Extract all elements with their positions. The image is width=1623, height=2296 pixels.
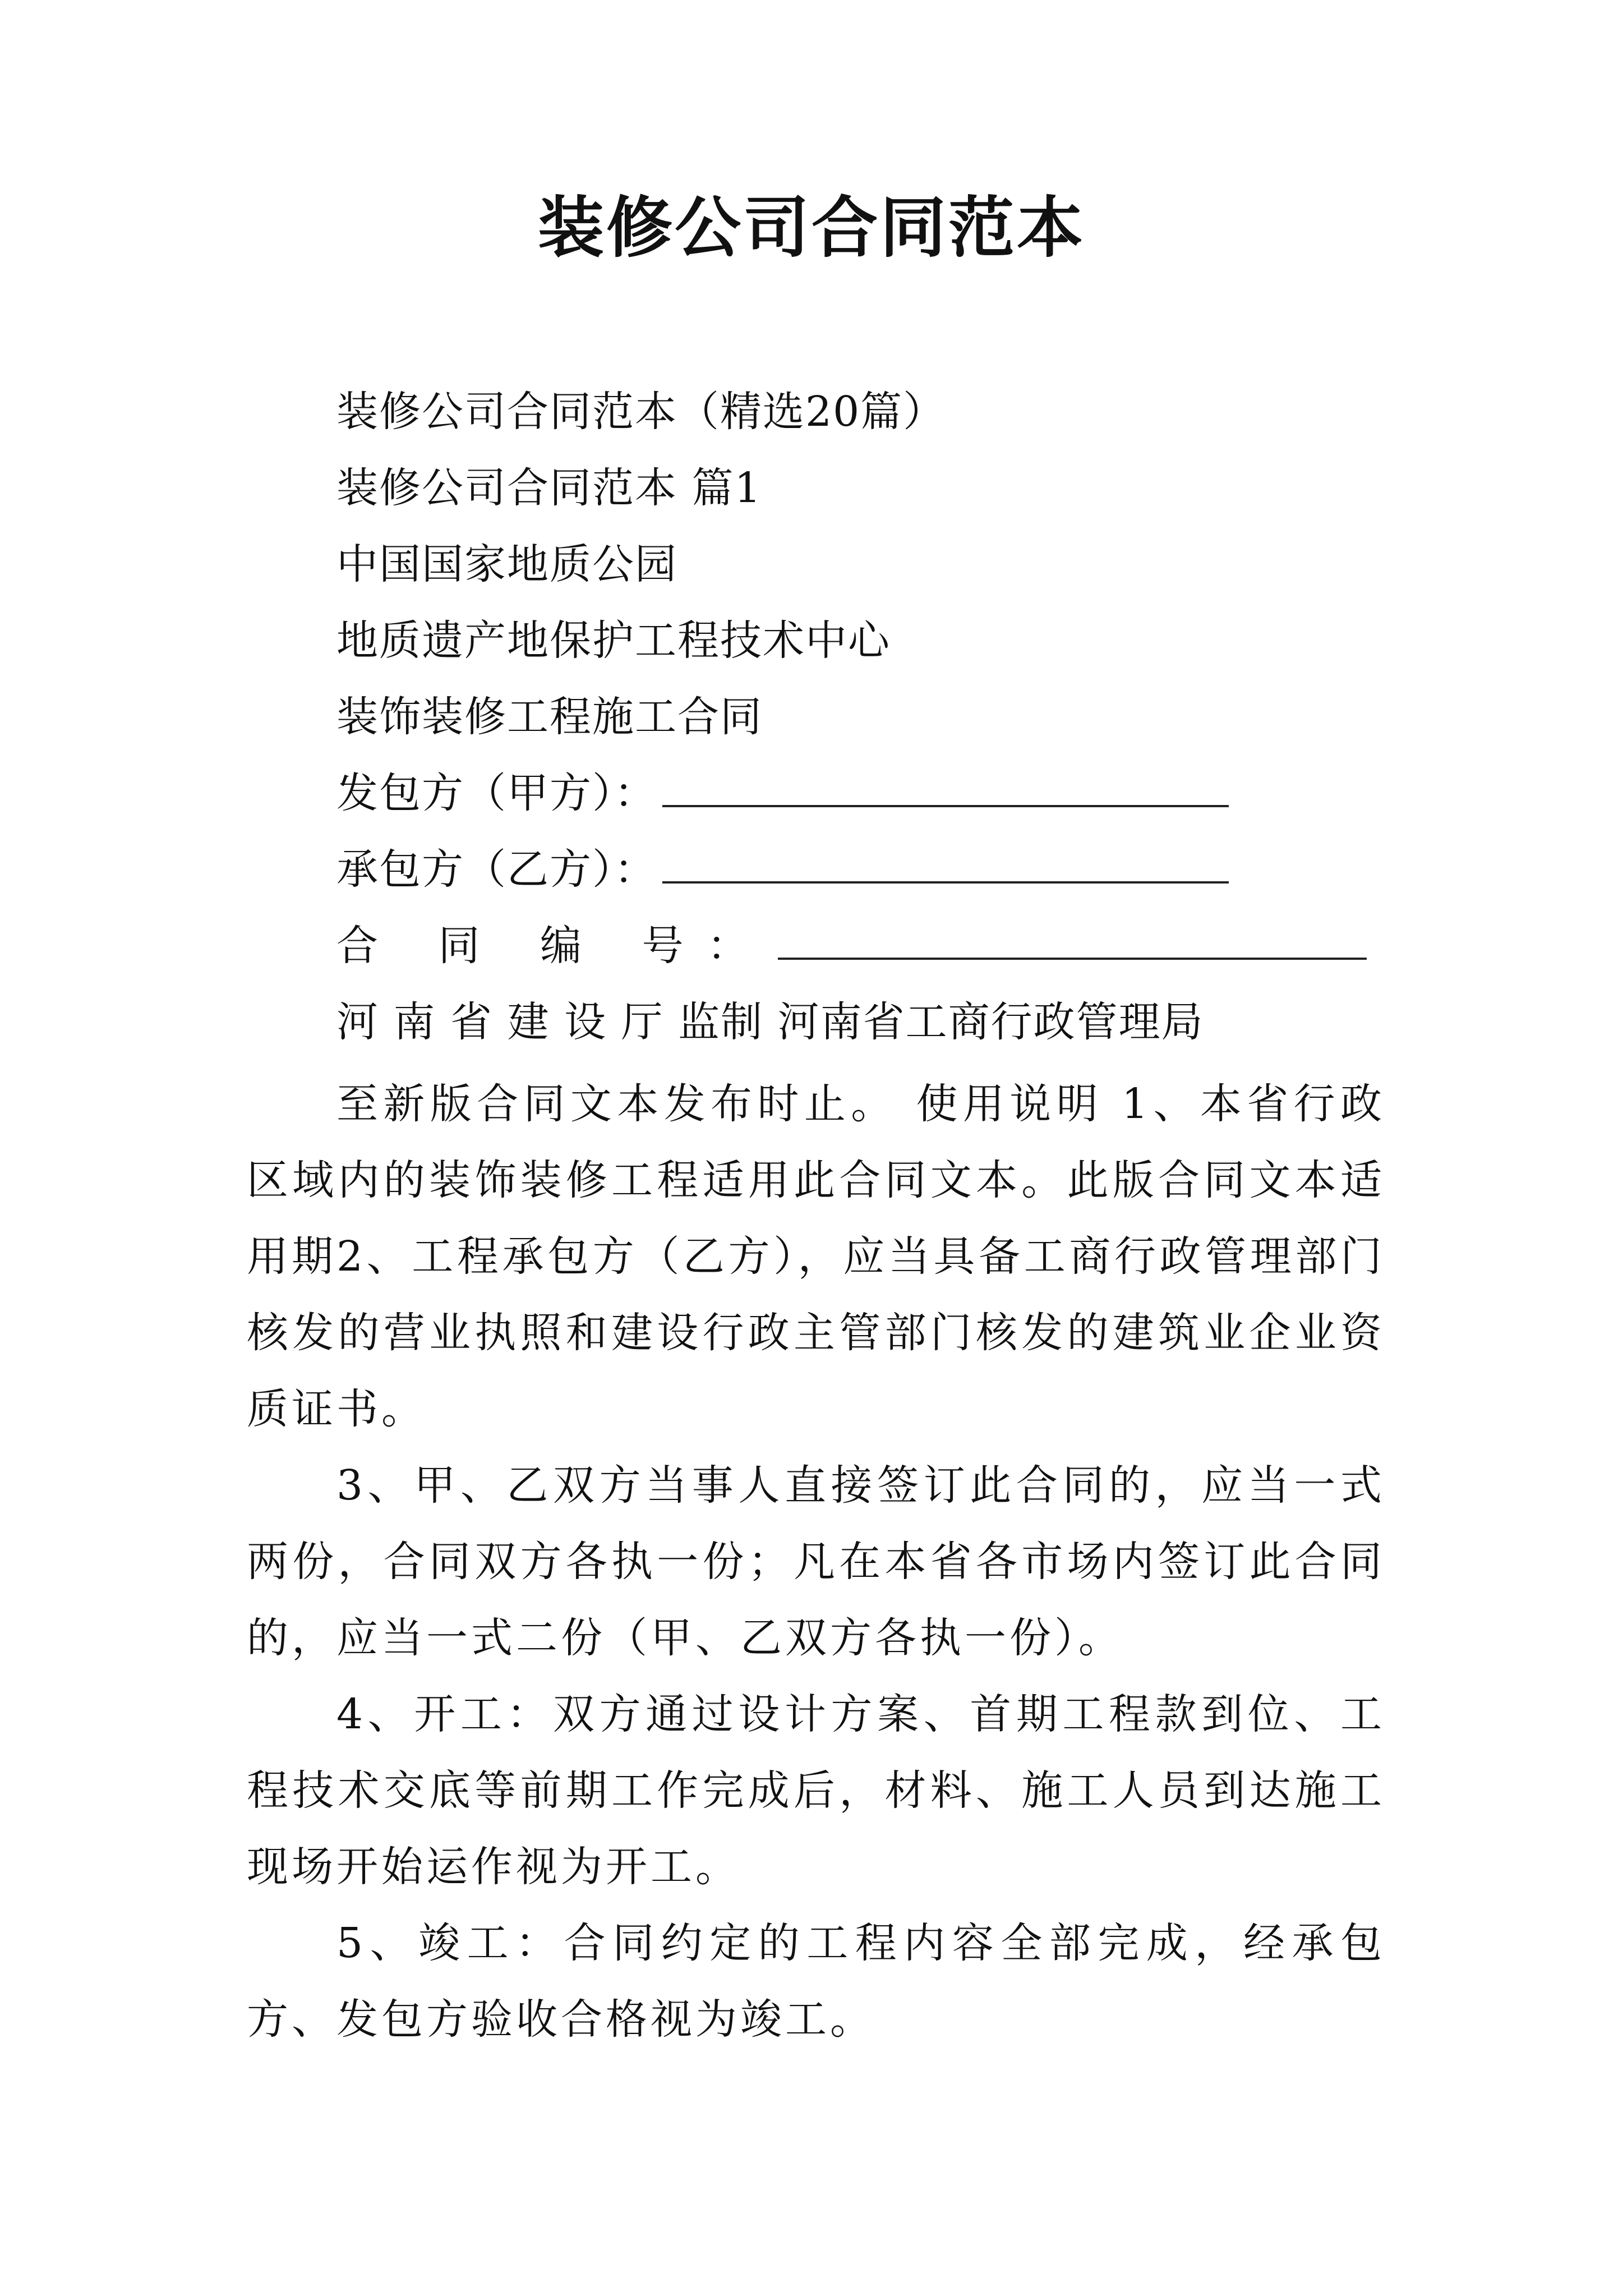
party-b-row bbox=[336, 845, 1229, 895]
page-title: 装修公司合同范本 bbox=[537, 188, 1085, 266]
org-line-1: 中国国家地质公园 bbox=[336, 540, 677, 588]
contract-no-label: 合 同 编 号： bbox=[336, 922, 772, 970]
section-heading: 装修公司合同范本 篇1 bbox=[336, 464, 762, 512]
document-subtitle: 装修公司合同范本（精选20篇） bbox=[336, 388, 946, 436]
party-b-label: 承包方（乙方）： bbox=[336, 845, 657, 894]
contract-no-row bbox=[336, 921, 1367, 971]
party-b-blank-line bbox=[662, 877, 1229, 884]
supervisor-line: 河 南 省 建 设 厅 监制 河南省工商行政管理局 bbox=[336, 998, 1204, 1046]
paragraph-clause-2: 2、工程承包方（乙方），应当具备工商行政管理部门核发的营业执照和建设行政主管部门核发的建筑业企业资质证书。 bbox=[247, 1232, 1385, 1433]
paragraph-clause-4: 4、开工：双方通过设计方案、首期工程款到位、工程技术交底等前期工作完成后，材料、施工人员到达施工现场开始运作视为开工。 bbox=[247, 1690, 1385, 1891]
party-a-blank-line bbox=[662, 800, 1229, 807]
paragraph-usage-note: 至新版合同文本发布时止。 使用说明 1、本省行政区域内的装饰装修工程适用此合同文本。此版合同文本适用期 bbox=[247, 1080, 1385, 1281]
paragraph-clause-3: 3、甲、乙双方当事人直接签订此合同的，应当一式两份，合同双方各执一份；凡在本省各市场内签订此合同的，应当一式二份（甲、乙双方各执一份）。 bbox=[247, 1461, 1385, 1662]
paragraph-clause-5: 5、竣工：合同约定的工程内容全部完成，经承包方、发包方验收合格视为竣工。 bbox=[247, 1919, 1385, 2044]
org-line-2: 地质遗产地保护工程技术中心 bbox=[336, 616, 891, 665]
contract-name: 装饰装修工程施工合同 bbox=[336, 693, 763, 741]
party-a-row bbox=[336, 769, 1229, 818]
party-a-label: 发包方（甲方）： bbox=[336, 769, 657, 817]
contract-no-blank-line bbox=[778, 953, 1367, 960]
